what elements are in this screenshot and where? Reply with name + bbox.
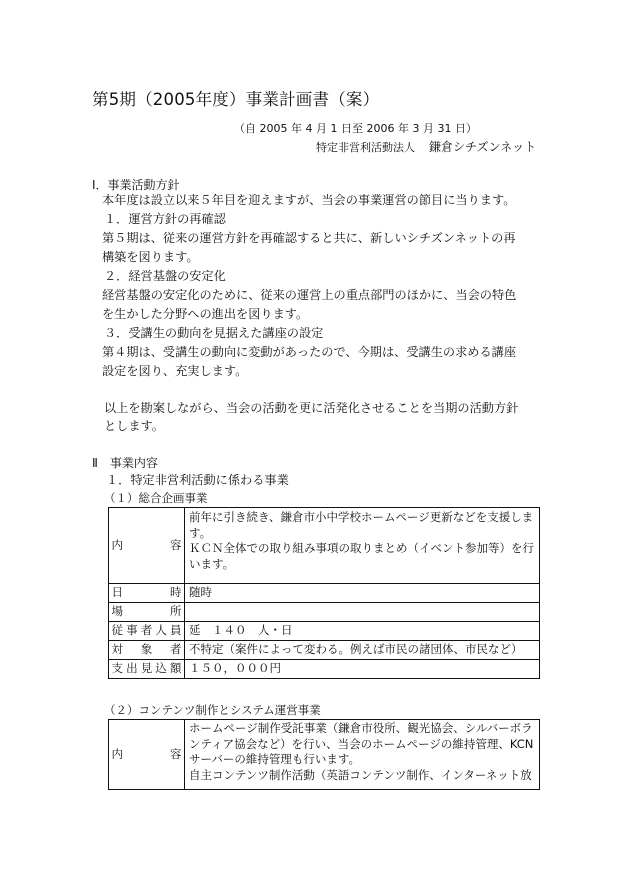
organization-type: 特定非営利活動法人 <box>316 141 415 154</box>
table-row <box>109 508 540 584</box>
policy-item-1-line: 構築を図ります。 <box>102 250 199 264</box>
table-row <box>109 603 540 622</box>
row-label: 内 容 <box>109 508 185 584</box>
row-value: 随時 <box>185 584 540 603</box>
fiscal-period: （自 2005 年 4 月 1 日至 2006 年 3 月 31 日） <box>234 122 477 135</box>
row-value: ホームページ制作受託事業（鎌倉市役所、観光協会、シルバーボラ ンティア協会など）を行い、当会のホームページの維持管理、KCN サーバーの維持管理も行います。 自主コンテンツ制作活動（英語コンテンツ制作、インターネット放 <box>185 720 540 790</box>
section-1-intro: 本年度は設立以来５年目を迎えますが、当会の事業運営の節目に当ります。 <box>102 193 516 207</box>
table-1-caption: （１）総合企画事業 <box>104 491 208 505</box>
row-label: 内 容 <box>109 720 185 790</box>
table-row <box>109 622 540 641</box>
row-value: 不特定（案件によって変わる。例えば市民の諸団体、市民など） <box>185 641 540 660</box>
policy-item-3-line: 設定を図り、充実します。 <box>102 364 248 378</box>
policy-item-3-line: 第４期は、受講生の動向に変動があったので、今期は、受講生の求める講座 <box>102 345 517 359</box>
organization <box>316 138 536 155</box>
organization-name: 鎌倉シチズンネット <box>429 140 537 154</box>
row-value: 前年に引き続き、鎌倉市小中学校ホームページ更新などを支援しま す。 ＫＣＮ全体での取り組み事項の取りまとめ（イベント参加等）を行 います。 <box>185 508 540 584</box>
table-row <box>109 720 540 790</box>
section-1-heading: Ⅰ．事業活動方針 <box>92 178 180 192</box>
general-planning-table <box>108 507 540 679</box>
row-label: 支出見込額 <box>109 660 185 679</box>
closing-line: とします。 <box>104 419 164 433</box>
policy-item-3-heading: ３．受講生の動向を見据えた講座の設定 <box>104 326 324 340</box>
table-row <box>109 641 540 660</box>
table-2-caption: （２）コンテンツ制作とシステム運営事業 <box>104 703 321 717</box>
row-value: １５０，０００円 <box>185 660 540 679</box>
row-label: 日 時 <box>109 584 185 603</box>
table-row <box>109 660 540 679</box>
row-value: 延 １４０ 人・日 <box>185 622 540 641</box>
policy-item-1-heading: １．運営方針の再確認 <box>104 212 226 226</box>
row-label: 対 象 者 <box>109 641 185 660</box>
section-2-subheading: １．特定非営利活動に係わる事業 <box>106 473 289 487</box>
row-value <box>185 603 540 622</box>
row-label: 場 所 <box>109 603 185 622</box>
table-row <box>109 584 540 603</box>
content-production-table <box>108 719 540 790</box>
policy-item-2-heading: ２．経営基盤の安定化 <box>104 269 226 283</box>
policy-item-2-line: を生かした分野への進出を図ります。 <box>102 307 309 321</box>
closing-line: 以上を勘案しながら、当会の活動を更に活発化させることを当期の活動方針 <box>104 401 519 415</box>
row-label: 従事者人員 <box>109 622 185 641</box>
section-2-heading: Ⅱ 事業内容 <box>92 456 158 470</box>
document-title: 第5期（2005年度）事業計画書（案） <box>92 90 380 109</box>
policy-item-2-line: 経営基盤の安定化のために、従来の運営上の重点部門のほかに、当会の特色 <box>102 288 517 302</box>
policy-item-1-line: 第５期は、従来の運営方針を再確認すると共に、新しいシチズンネットの再 <box>102 231 516 245</box>
